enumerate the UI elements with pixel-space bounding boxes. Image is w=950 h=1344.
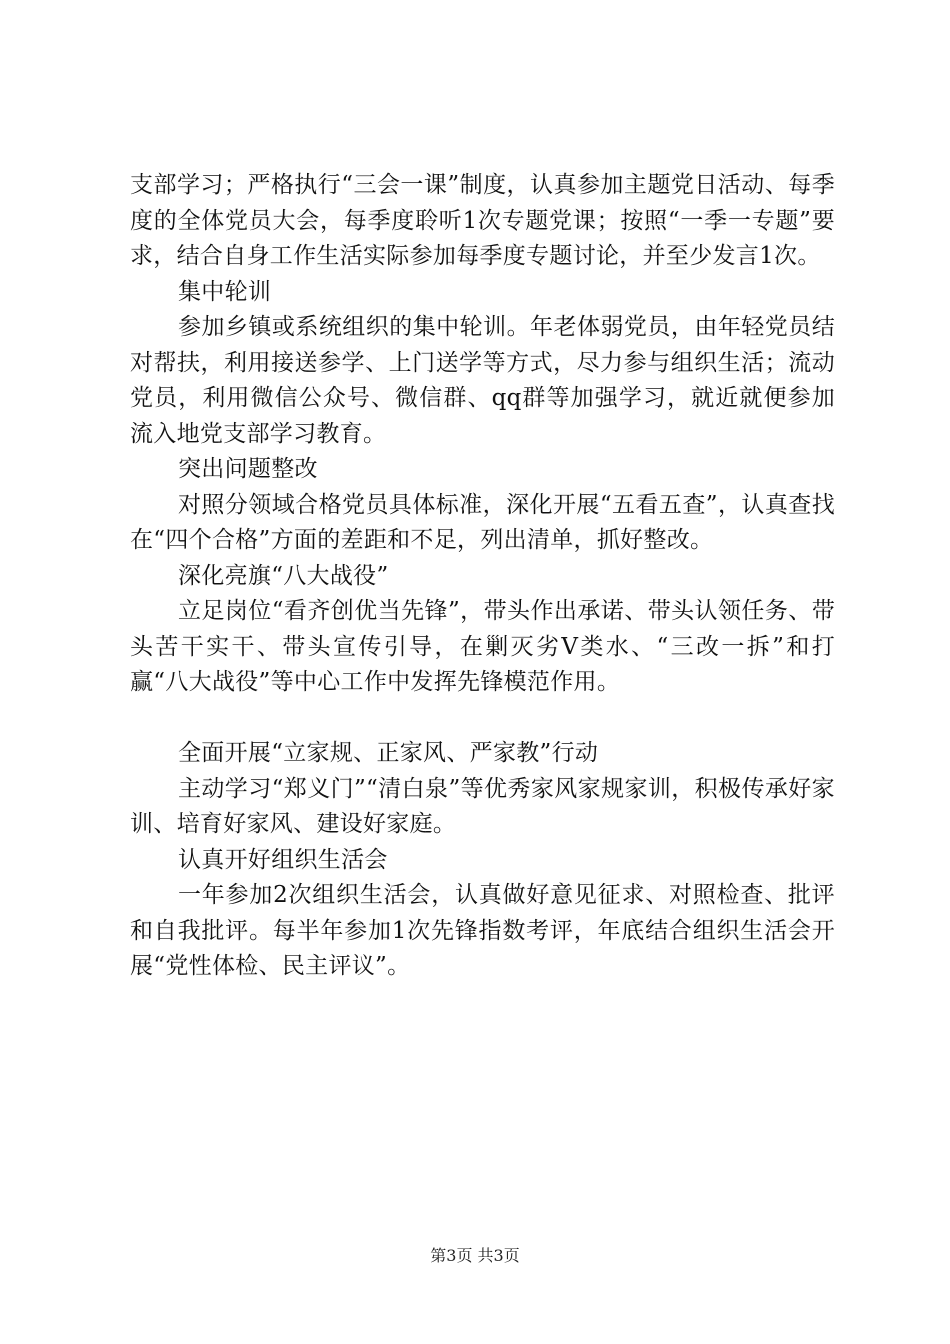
paragraph-body: 支部学习；严格执行“三会一课”制度，认真参加主题党日活动、每季度的全体党员大会，每季度聆听1次专题党课；按照“一季一专题”要求，结合自身工作生活实际参加每季度专题讨论，并至少发言1次。 xyxy=(130,172,835,269)
paragraph-body: 主动学习“郑义门”“清白泉”等优秀家风家规家训，积极传承好家训、培育好家风、建设好家庭。 xyxy=(130,775,835,837)
blank-line xyxy=(130,701,835,737)
document-page xyxy=(130,168,835,985)
section-heading: 认真开好组织生活会 xyxy=(178,846,388,873)
section-heading: 全面开展“立家规、正家风、严家教”行动 xyxy=(178,740,599,766)
paragraph-body: 立足岗位“看齐创优当先锋”，带头作出承诺、带头认领任务、带头苦干实干、带头宣传引导，在剿灭劣V类水、“三改一拆”和打赢“八大战役”等中心工作中发挥先锋模范作用。 xyxy=(130,598,835,695)
section-heading: 集中轮训 xyxy=(178,278,272,305)
section-heading: 深化亮旗“八大战役” xyxy=(178,562,389,589)
section-heading: 突出问题整改 xyxy=(178,456,318,482)
page-footer: 第3页 共3页 xyxy=(430,1246,520,1265)
paragraph-body: 对照分领域合格党员具体标准，深化开展“五看五查”，认真查找在“四个合格”方面的差距和不足，列出清单，抓好整改。 xyxy=(130,491,835,553)
paragraph-body: 一年参加2次组织生活会，认真做好意见征求、对照检查、批评和自我批评。每半年参加1次先锋指数考评，年底结合组织生活会开展“党性体检、民主评议”。 xyxy=(130,882,835,979)
paragraph-body: 参加乡镇或系统组织的集中轮训。年老体弱党员，由年轻党员结对帮扶，利用接送参学、上门送学等方式，尽力参与组织生活；流动党员，利用微信公众号、微信群、qq群等加强学习，就近就便参加流入地党支部学习教育。 xyxy=(130,314,835,447)
